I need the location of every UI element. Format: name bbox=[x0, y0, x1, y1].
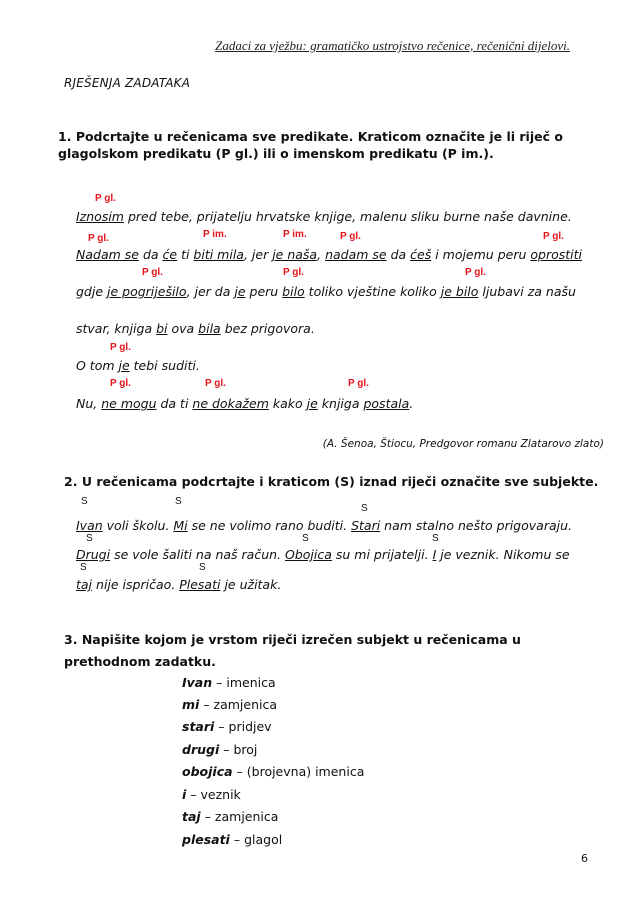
text: ljubavi za našu bbox=[478, 284, 576, 299]
subject: Stari bbox=[351, 518, 381, 533]
answer-item bbox=[182, 719, 272, 734]
answer-word: mi bbox=[182, 697, 200, 712]
dash: – bbox=[223, 742, 230, 757]
text: peru bbox=[245, 284, 283, 299]
subject: I bbox=[432, 547, 437, 562]
task3-number: 3. bbox=[64, 632, 78, 647]
dash: – bbox=[216, 675, 223, 690]
predicate: bilo bbox=[282, 284, 305, 299]
text: , jer da bbox=[186, 284, 235, 299]
text: i mojemu peru bbox=[431, 247, 531, 262]
text: se vole šaliti na naš račun. bbox=[110, 547, 285, 562]
text: Nu, bbox=[76, 396, 102, 411]
text: ova bbox=[167, 321, 199, 336]
answer-word: i bbox=[182, 787, 187, 802]
mark-pgl: P gl. bbox=[142, 267, 163, 278]
task3-text: Napišite kojom je vrstom riječi izrečen subjekt u rečenicama u prethodnom zadatku. bbox=[64, 632, 521, 669]
predicate: bila bbox=[198, 321, 221, 336]
dash: – bbox=[218, 719, 225, 734]
answer-type: pridjev bbox=[228, 719, 272, 734]
text: knjiga bbox=[317, 396, 364, 411]
text: voli školu. bbox=[102, 518, 174, 533]
mark-pgl: P gl. bbox=[110, 342, 131, 353]
mark-s: S bbox=[81, 496, 88, 507]
task1-line-2 bbox=[76, 247, 582, 262]
predicate: biti mila bbox=[193, 247, 244, 262]
task1-line-6 bbox=[76, 396, 413, 411]
answer-word: taj bbox=[182, 809, 201, 824]
mark-s: S bbox=[86, 533, 93, 544]
mark-pim: P im. bbox=[203, 229, 227, 240]
task2-question bbox=[64, 473, 604, 490]
task1-number: 1. bbox=[58, 129, 72, 144]
mark-s: S bbox=[361, 503, 368, 514]
answer-item bbox=[182, 809, 278, 824]
predicate: će bbox=[162, 247, 178, 262]
mark-s: S bbox=[175, 496, 182, 507]
text: su mi prijatelji. bbox=[331, 547, 433, 562]
predicate: je naša bbox=[272, 247, 318, 262]
text: toliko vještine koliko bbox=[304, 284, 441, 299]
dash: – bbox=[236, 764, 243, 779]
answer-type: imenica bbox=[226, 675, 276, 690]
text: O tom bbox=[76, 358, 119, 373]
predicate: Nadam se bbox=[76, 247, 139, 262]
mark-pgl: P gl. bbox=[283, 267, 304, 278]
dash: – bbox=[203, 697, 210, 712]
answer-type: zamjenica bbox=[213, 697, 278, 712]
task1-text: Podcrtajte u rečenicama sve predikate. Kraticom označite je li riječ o glagolskom predikatu (P gl.) ili o imenskom predikatu (P im.). bbox=[58, 129, 563, 161]
text: je veznik. Nikomu se bbox=[436, 547, 570, 562]
subject: Obojica bbox=[285, 547, 332, 562]
subject: Mi bbox=[173, 518, 188, 533]
mark-pgl: P gl. bbox=[348, 378, 369, 389]
mark-s: S bbox=[302, 533, 309, 544]
predicate: je pogriješilo bbox=[107, 284, 187, 299]
mark-pgl: P gl. bbox=[88, 233, 109, 244]
text: ti bbox=[177, 247, 194, 262]
subject: Drugi bbox=[76, 547, 111, 562]
subject: taj bbox=[76, 577, 93, 592]
section-title: RJEŠENJA ZADATAKA bbox=[64, 76, 191, 90]
mark-pim: P im. bbox=[283, 229, 307, 240]
task1-line-5 bbox=[76, 358, 200, 373]
text: da ti bbox=[156, 396, 193, 411]
predicate: Iznosim bbox=[76, 209, 124, 224]
mark-s: S bbox=[432, 533, 439, 544]
mark-pgl: P gl. bbox=[110, 378, 131, 389]
source-citation: (A. Šenoa, Štiocu, Predgovor romanu Zlatarovo zlato) bbox=[322, 438, 604, 450]
task2-number: 2. bbox=[64, 474, 78, 489]
text: nam stalno nešto prigovaraju. bbox=[380, 518, 572, 533]
text: gdje bbox=[76, 284, 108, 299]
predicate: bi bbox=[156, 321, 168, 336]
task2-line-3 bbox=[76, 577, 281, 592]
predicate: je bilo bbox=[440, 284, 479, 299]
mark-s: S bbox=[199, 562, 206, 573]
task2-text: U rečenicama podcrtajte i kraticom (S) iznad riječi označite sve subjekte. bbox=[81, 474, 599, 489]
answer-word: drugi bbox=[182, 742, 220, 757]
text: da bbox=[386, 247, 411, 262]
predicate: je bbox=[118, 358, 130, 373]
predicate: ne mogu bbox=[101, 396, 157, 411]
predicate: postala bbox=[363, 396, 410, 411]
task2-line-1 bbox=[76, 518, 572, 533]
answer-item bbox=[182, 675, 276, 690]
answer-type: veznik bbox=[200, 787, 241, 802]
mark-pgl: P gl. bbox=[465, 267, 486, 278]
answer-item bbox=[182, 742, 257, 757]
text: stvar, knjiga bbox=[76, 321, 157, 336]
text: tebi suditi. bbox=[129, 358, 200, 373]
dash: – bbox=[190, 787, 197, 802]
mark-pgl: P gl. bbox=[543, 231, 564, 242]
text: da bbox=[138, 247, 163, 262]
mark-s: S bbox=[80, 562, 87, 573]
answer-type: zamjenica bbox=[214, 809, 279, 824]
answer-word: stari bbox=[182, 719, 215, 734]
page-number: 6 bbox=[581, 852, 588, 865]
mark-pgl: P gl. bbox=[95, 193, 116, 204]
text: , bbox=[317, 247, 326, 262]
text: je užitak. bbox=[220, 577, 282, 592]
answer-item bbox=[182, 764, 364, 779]
text: se ne volimo rano buditi. bbox=[187, 518, 352, 533]
text: bez prigovora. bbox=[220, 321, 315, 336]
predicate: je bbox=[306, 396, 318, 411]
text: nije ispričao. bbox=[92, 577, 180, 592]
text: , jer bbox=[243, 247, 273, 262]
answer-type: glagol bbox=[244, 832, 283, 847]
answer-item bbox=[182, 787, 241, 802]
dash: – bbox=[204, 809, 211, 824]
text: . bbox=[409, 396, 414, 411]
predicate: nadam se bbox=[325, 247, 387, 262]
mark-pgl: P gl. bbox=[340, 231, 361, 242]
task1-question bbox=[58, 128, 578, 162]
answer-item bbox=[182, 697, 277, 712]
answer-type: broj bbox=[233, 742, 258, 757]
task1-line-3 bbox=[76, 284, 576, 299]
task2-line-2 bbox=[76, 547, 570, 562]
dash: – bbox=[233, 832, 241, 847]
answer-word: Ivan bbox=[182, 675, 213, 690]
text: kako bbox=[268, 396, 307, 411]
subject: Plesati bbox=[179, 577, 221, 592]
predicate: ne dokažem bbox=[192, 396, 269, 411]
answer-word: plesati bbox=[182, 832, 230, 847]
page-header: Zadaci za vježbu: gramatičko ustrojstvo rečenice, rečenični dijelovi. bbox=[215, 38, 570, 53]
answer-type: (brojevna) imenica bbox=[246, 764, 365, 779]
task1-line-4 bbox=[76, 321, 315, 336]
answer-word: obojica bbox=[182, 764, 233, 779]
task1-line-1 bbox=[76, 209, 572, 224]
subject: Ivan bbox=[76, 518, 103, 533]
text: pred tebe, prijatelju hrvatske knjige, malenu sliku burne naše davnine. bbox=[123, 209, 572, 224]
task3-question bbox=[64, 629, 564, 673]
answer-item bbox=[182, 832, 282, 847]
mark-pgl: P gl. bbox=[205, 378, 226, 389]
predicate: je bbox=[234, 284, 246, 299]
predicate: oprostiti bbox=[530, 247, 582, 262]
predicate: ćeš bbox=[410, 247, 432, 262]
